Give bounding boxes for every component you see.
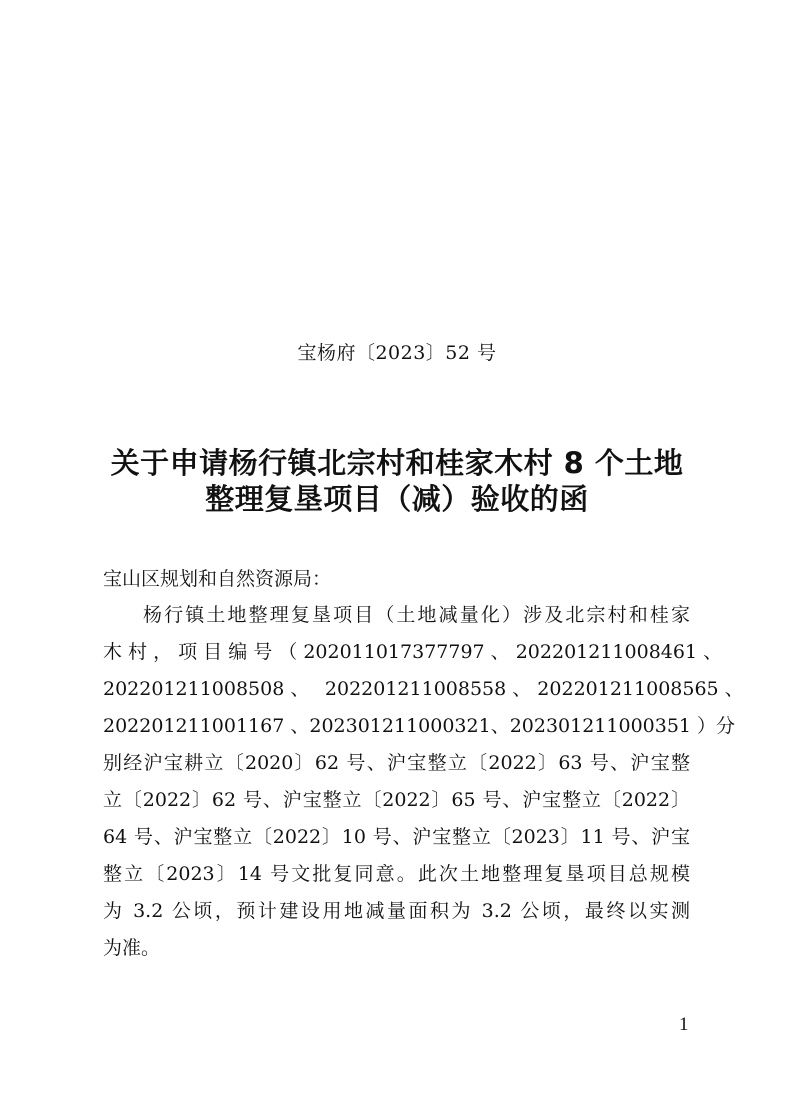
page-number: 1 — [679, 1014, 689, 1035]
document-number: 宝杨府〔2023〕52 号 — [297, 342, 497, 364]
body-line-3: 202201211008508 、 202201211008558 、 202201211008565 、 — [103, 678, 744, 700]
body-line-1: 杨行镇土地整理复垦项目（土地减量化）涉及北宗村和桂家 — [143, 604, 690, 626]
body-line-8: 整立〔2023〕14 号文批复同意。此次土地整理复垦项目总规模 — [103, 863, 690, 885]
body-line-2: 木 村 ， 项 目 编 号 （ 202011017377797 、 202201211008461 、 — [103, 641, 723, 663]
body-line-10: 为准。 — [103, 937, 161, 959]
salutation: 宝山区规划和自然资源局： — [103, 568, 332, 590]
body-line-6: 立〔2022〕62 号、沪宝整立〔2022〕65 号、沪宝整立〔2022〕 — [103, 789, 690, 811]
body-line-4: 202201211001167 、202301211000321、202301211000351 ）分 — [103, 715, 736, 737]
body-line-7: 64 号、沪宝整立〔2022〕10 号、沪宝整立〔2023〕11 号、沪宝 — [103, 826, 690, 848]
body-line-9: 为 3.2 公顷，预计建设用地减量面积为 3.2 公顷，最终以实测 — [103, 900, 690, 922]
document-title-line-1: 关于申请杨行镇北宗村和桂家木村 8 个土地 — [110, 446, 684, 480]
document-title-line-2: 整理复垦项目（减）验收的函 — [205, 482, 589, 516]
body-line-5: 别经沪宝耕立〔2020〕62 号、沪宝整立〔2022〕63 号、沪宝整 — [103, 752, 690, 774]
